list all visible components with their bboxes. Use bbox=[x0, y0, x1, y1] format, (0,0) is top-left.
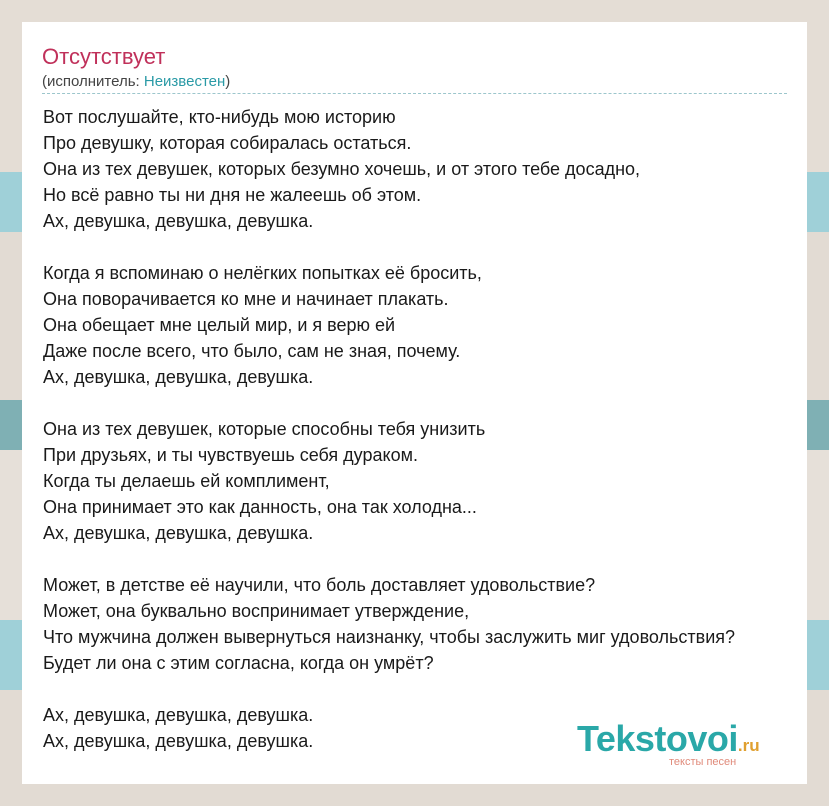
lyrics-line: Даже после всего, что было, сам не зная, почему. bbox=[43, 341, 461, 361]
stanza-gap bbox=[43, 390, 829, 416]
artist-line bbox=[42, 73, 230, 90]
lyrics-line: Ах, девушка, девушка, девушка. bbox=[43, 367, 314, 387]
stanza-gap bbox=[43, 234, 829, 260]
lyrics-line: Когда ты делаешь ей комплимент, bbox=[43, 471, 330, 491]
lyrics-line: Она из тех девушек, которые способны тебя унизить bbox=[43, 419, 486, 439]
song-title: Отсутствует bbox=[42, 44, 166, 69]
lyrics-line: Она поворачивается ко мне и начинает плакать. bbox=[43, 289, 449, 309]
artist-link[interactable]: Неизвестен bbox=[143, 73, 226, 90]
lyrics-line: Может, она буквально воспринимает утверждение, bbox=[43, 601, 470, 621]
site-logo[interactable] bbox=[577, 718, 760, 768]
lyrics-line: Про девушку, которая собиралась остаться. bbox=[43, 133, 412, 153]
lyrics-line: Вот послушайте, кто-нибудь мою историю bbox=[43, 107, 396, 127]
lyrics-line: Может, в детстве её научили, что боль доставляет удовольствие? bbox=[43, 575, 596, 595]
logo-domain: .ru bbox=[737, 736, 760, 755]
lyrics-line: Ах, девушка, девушка, девушка. bbox=[43, 523, 314, 543]
lyrics-text bbox=[43, 104, 829, 754]
lyrics-line: Ах, девушка, девушка, девушка. bbox=[43, 211, 314, 231]
divider bbox=[42, 93, 787, 94]
lyrics-line: Когда я вспоминаю о нелёгких попытках её бросить, bbox=[43, 263, 482, 283]
lyrics-line: Ах, девушка, девушка, девушка. bbox=[43, 705, 314, 725]
lyrics-line: Что мужчина должен вывернуться наизнанку, чтобы заслужить миг удовольствия? bbox=[43, 627, 736, 647]
lyrics-line: Она принимает это как данность, она так холодна... bbox=[43, 497, 477, 517]
artist-suffix: ) bbox=[225, 73, 231, 90]
lyrics-line: Но всё равно ты ни дня не жалеешь об этом. bbox=[43, 185, 422, 205]
stanza-gap bbox=[43, 546, 829, 572]
logo-text: Tekstovoi bbox=[577, 718, 738, 759]
lyrics-line: Будет ли она с этим согласна, когда он умрёт? bbox=[43, 653, 434, 673]
stanza-gap bbox=[43, 676, 829, 702]
lyrics-line: Она обещает мне целый мир, и я верю ей bbox=[43, 315, 396, 335]
logo-tagline: тексты песен bbox=[669, 756, 737, 768]
lyrics-card bbox=[22, 22, 807, 784]
artist-prefix: (исполнитель: bbox=[42, 73, 144, 90]
lyrics-line: Ах, девушка, девушка, девушка. bbox=[43, 731, 314, 751]
lyrics-line: При друзьях, и ты чувствуешь себя дураком. bbox=[43, 445, 418, 465]
lyrics-line: Она из тех девушек, которых безумно хочешь, и от этого тебе досадно, bbox=[43, 159, 641, 179]
